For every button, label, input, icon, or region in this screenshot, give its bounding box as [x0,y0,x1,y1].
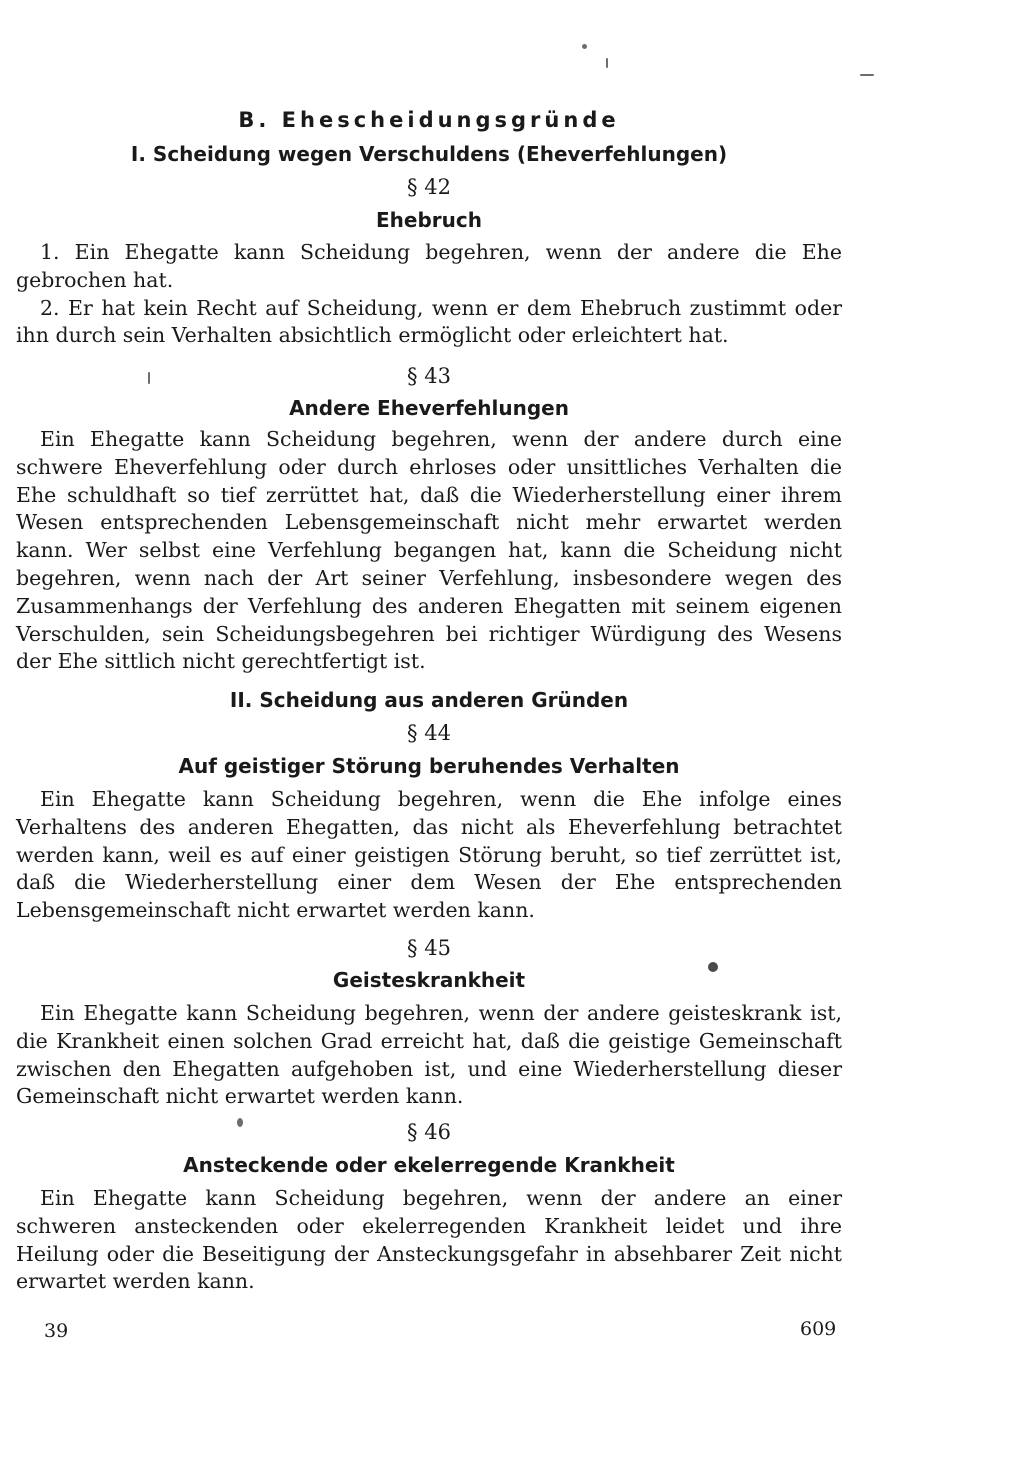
section-46-number: § 46 [407,1120,451,1144]
section-44-number: § 44 [407,721,451,745]
section-42-body [16,239,842,350]
section-44-title: Auf geistiger Störung beruhendes Verhalten [178,754,680,778]
section-44-paragraph: Ein Ehegatte kann Scheidung begehren, wenn die Ehe infolge eines Verhaltens des anderen Ehegatten, das nicht als Eheverfehlung betrachtet werden kann, weil es auf einer geistigen Störung beruht, so tief zerrüttet ist, daß die Wiederherstellung einer dem Wesen der Ehe entsprechenden Lebensgemeinschaft nicht erwartet werden kann. [16,787,842,923]
section-43-title: Andere Eheverfehlungen [289,396,569,420]
section-42-title: Ehebruch [376,208,482,232]
scan-speck [148,372,150,384]
chapter-heading-2: II. Scheidung aus anderen Gründen [229,688,629,712]
scan-speck [606,58,608,68]
section-46-paragraph: Ein Ehegatte kann Scheidung begehren, wenn der andere an einer schweren ansteckenden oder ekelerregenden Krankheit leidet und ihre Heilung oder die Beseitigung der Ansteckungsgefahr in absehbarer Zeit nicht erwartet werden kann. [16,1186,842,1294]
section-44-body [16,786,842,925]
section-46-title: Ansteckende oder ekelerregende Krankheit [183,1153,675,1177]
scan-speck [237,1118,243,1127]
chapter-heading-1: I. Scheidung wegen Verschuldens (Eheverfehlungen) [130,142,728,166]
section-42-number: § 42 [407,175,451,199]
scan-speck [582,44,587,49]
section-45-body [16,1000,842,1111]
scan-speck [860,74,874,76]
signature-mark: 39 [44,1320,69,1342]
section-42-paragraph-1: 1. Ein Ehegatte kann Scheidung begehren, wenn der andere die Ehe gebrochen hat. [16,240,842,292]
section-46-body [16,1185,842,1296]
section-45-paragraph: Ein Ehegatte kann Scheidung begehren, wenn der andere geisteskrank ist, die Krankheit einen solchen Grad erreicht hat, daß die geistige Gemeinschaft zwischen den Ehegatten aufgehoben ist, und eine Wiederherstellung dieser Gemeinschaft nicht erwartet werden kann. [16,1001,842,1109]
part-heading: B. Ehescheidungsgründe [238,108,620,132]
section-42-paragraph-2: 2. Er hat kein Recht auf Scheidung, wenn er dem Ehebruch zustimmt oder ihn durch sein Verhalten absichtlich ermöglicht oder erleichtert hat. [16,295,842,348]
section-43-body [16,426,842,676]
section-45-number: § 45 [407,936,451,960]
section-43-paragraph: Ein Ehegatte kann Scheidung begehren, wenn der andere durch eine schwere Eheverfehlung oder durch ehrloses oder unsittliches Verhalten die Ehe schuldhaft so tief zerrüttet hat, daß die Wiederherstellung einer ihrem Wesen entsprechenden Lebensgemeinschaft nicht mehr erwartet werden kann. Wer selbst eine Verfehlung begangen hat, kann die Scheidung nicht begehren, wenn nach der Art seiner Verfehlung, insbesondere wegen des Zusammenhangs der Verfehlung des anderen Ehegatten mit seinem eigenen Verschulden, sein Scheidungsbegehren bei richtiger Würdigung des Wesens der Ehe sittlich nicht gerechtfertigt ist. [16,427,842,674]
section-43-number: § 43 [407,364,451,388]
page-number: 609 [800,1318,837,1340]
scan-speck [708,962,718,972]
section-45-title: Geisteskrankheit [332,968,526,992]
